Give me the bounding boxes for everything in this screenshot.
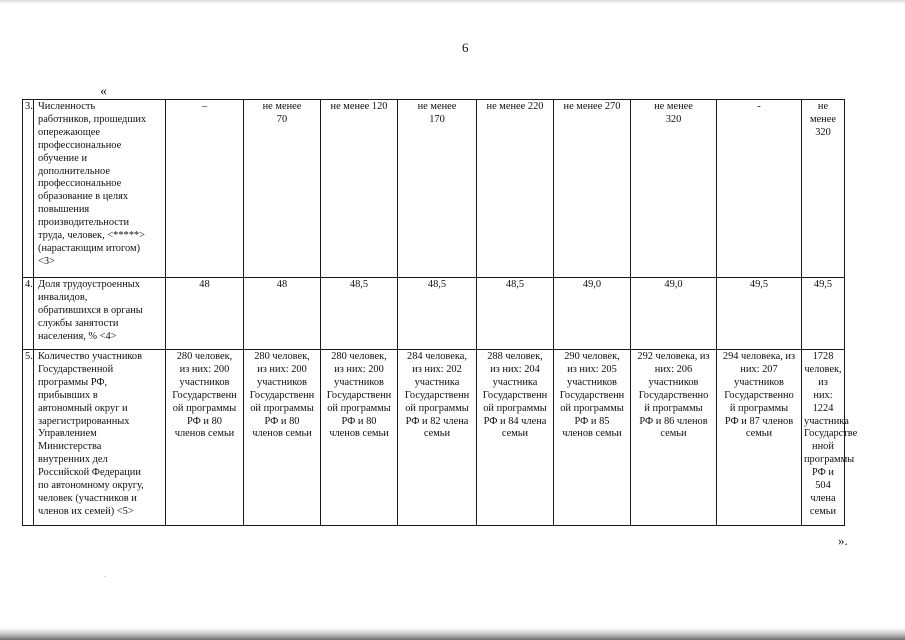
table-cell: – <box>166 100 244 278</box>
table-cell: 48,5 <box>321 278 398 350</box>
row-number: 4. <box>23 278 34 350</box>
opening-quote-mark: « <box>100 84 107 99</box>
table-cell: не менее 70 <box>244 100 321 278</box>
table-cell: 48 <box>244 278 321 350</box>
scan-speck: . <box>104 570 106 579</box>
table-cell: 292 человека, из них: 206 участников Государственно й программы РФ и 86 членов семьи <box>631 350 717 526</box>
table-cell: 288 человек, из них: 204 участника Государственн ой программы РФ и 84 члена семьи <box>477 350 554 526</box>
table-cell: 284 человека, из них: 202 участника Государственн ой программы РФ и 82 члена семьи <box>398 350 477 526</box>
table-cell: 290 человек, из них: 205 участников Государственн ой программы РФ и 85 членов семьи <box>554 350 631 526</box>
scan-edge-top <box>0 0 905 4</box>
table-row <box>23 350 845 526</box>
table-row <box>23 100 845 278</box>
table-cell: 48,5 <box>398 278 477 350</box>
table-cell: не менее 120 <box>321 100 398 278</box>
table-cell: не менее 270 <box>554 100 631 278</box>
indicators-table <box>22 99 858 526</box>
table-cell: 49,0 <box>554 278 631 350</box>
row-number: 3. <box>23 100 34 278</box>
table-cell: - <box>717 100 802 278</box>
table-cell: 280 человек, из них: 200 участников Государственн ой программы РФ и 80 членов семьи <box>321 350 398 526</box>
indicator-name: Численность работников, прошедших опережающее профессиональное обучение и дополнительное профессиональное образование в целях повышения производительности труда, человек, <*****> (нарастающим итогом) <3> <box>34 100 166 278</box>
table-cell: не менее 170 <box>398 100 477 278</box>
table-cell: 49,5 <box>802 278 845 350</box>
table-cell: 48,5 <box>477 278 554 350</box>
table-cell: 49,0 <box>631 278 717 350</box>
table-cell: 280 человек, из них: 200 участников Государственн ой программы РФ и 80 членов семьи <box>166 350 244 526</box>
indicator-name: Количество участников Государственной программы РФ, прибывших в автономный округ и зарегистрированных Управлением Министерства внутренних дел Российской Федерации по автономному округу, человек (участников и членов их семей) <5> <box>34 350 166 526</box>
table-cell: 48 <box>166 278 244 350</box>
table-row <box>23 278 845 350</box>
table-cell: не менее 320 <box>631 100 717 278</box>
table-cell: 294 человека, из них: 207 участников Государственно й программы РФ и 87 членов семьи <box>717 350 802 526</box>
table-cell: 1728 человек, из них: 1224 участника Государстве нной программы РФ и 504 члена семьи <box>802 350 845 526</box>
scan-edge-bottom <box>0 628 905 640</box>
closing-quote-mark: ». <box>838 533 848 548</box>
table-cell: 49,5 <box>717 278 802 350</box>
table-cell: не менее 320 <box>802 100 845 278</box>
indicator-name: Доля трудоустроенных инвалидов, обратившихся в органы службы занятости населения, % <4> <box>34 278 166 350</box>
page-number: 6 <box>462 40 469 55</box>
row-number: 5. <box>23 350 34 526</box>
table-cell: не менее 220 <box>477 100 554 278</box>
table-cell: 280 человек, из них: 200 участников Государственн ой программы РФ и 80 членов семьи <box>244 350 321 526</box>
